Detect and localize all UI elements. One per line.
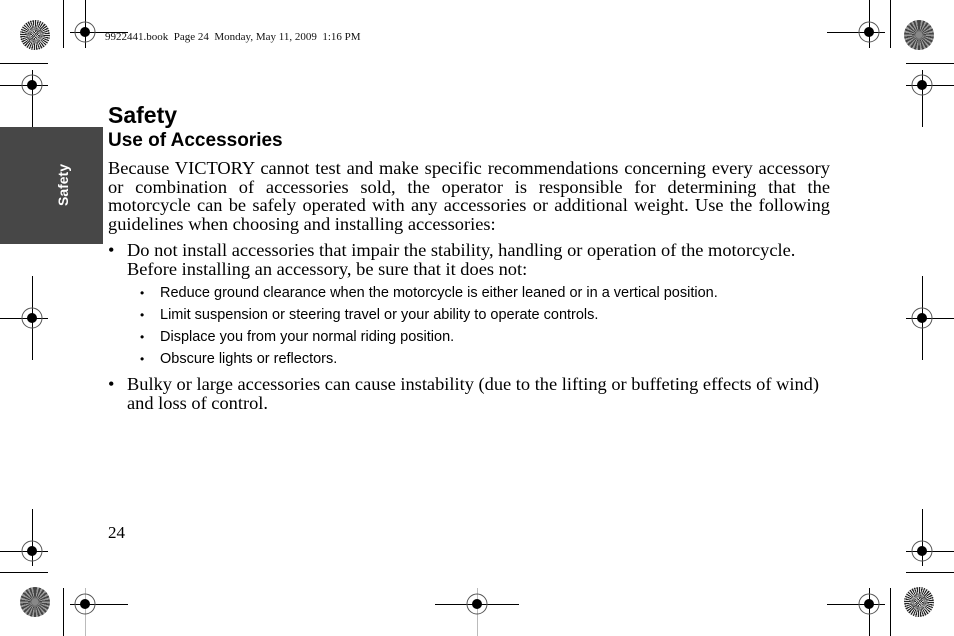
side-tab-label: Safety (55, 163, 71, 207)
list-item-text: Do not install accessories that impair the stability, handling or operation of the motorcycle. Before installing an accessory, be sure that it does not: (127, 240, 796, 279)
starburst-target-icon (904, 587, 934, 617)
bullet-marker: • (140, 308, 145, 322)
sub-list-item-text: Reduce ground clearance when the motorcycle is either leaned or in a vertical position. (160, 285, 718, 301)
bullet-marker: • (140, 352, 145, 366)
registration-mark-icon (19, 305, 45, 331)
crop-mark (63, 0, 64, 48)
registration-mark-icon (72, 591, 98, 617)
crop-mark (0, 572, 48, 573)
bullet-marker: • (140, 330, 145, 344)
guideline-list-continued (108, 375, 830, 412)
sub-list-item-text: Limit suspension or steering travel or your ability to operate controls. (160, 307, 599, 323)
list-item (108, 241, 830, 278)
bullet-marker: • (140, 286, 145, 300)
registration-mark-icon (19, 538, 45, 564)
registration-mark-icon (909, 538, 935, 564)
page-number: 24 (108, 523, 125, 542)
bullet-marker: • (108, 374, 115, 394)
registration-mark-icon (72, 19, 98, 45)
registration-mark-icon (856, 591, 882, 617)
crop-mark (890, 0, 891, 48)
crop-mark (906, 63, 954, 64)
section-title: Safety (108, 102, 178, 128)
registration-mark-icon (909, 72, 935, 98)
sub-list-item-text: Obscure lights or reflectors. (160, 351, 338, 367)
list-item (108, 375, 830, 412)
side-tab (0, 127, 103, 244)
registration-mark-icon (909, 305, 935, 331)
registration-mark-icon (464, 591, 490, 617)
cross-color-target-icon (20, 587, 50, 617)
registration-mark-icon (19, 72, 45, 98)
crop-mark (0, 63, 48, 64)
sub-list-item-text: Displace you from your normal riding position. (160, 329, 455, 345)
sub-guideline-list (140, 284, 718, 372)
crop-mark (906, 572, 954, 573)
print-info-header: 9922441.book Page 24 Monday, May 11, 2009 1:16 PM (105, 31, 361, 43)
guideline-list (108, 241, 830, 278)
cross-color-target-icon (904, 20, 934, 50)
sub-list-item (140, 306, 718, 328)
crop-mark (890, 588, 891, 636)
sub-list-item (140, 284, 718, 306)
crop-mark (63, 588, 64, 636)
registration-mark-icon (856, 19, 882, 45)
section-subtitle: Use of Accessories (108, 130, 283, 151)
sub-list-item (140, 328, 718, 350)
intro-paragraph: Because VICTORY cannot test and make specific recommendations concerning every accessory or combination of accessories sold, the operator is responsible for determining that the motorcycle can be safely operated with any accessories or additional weight. Use the following guidelines when choosing and installing accessories: (108, 158, 830, 234)
list-item-text: Bulky or large accessories can cause instability (due to the lifting or buffeting effects of wind) and loss of control. (127, 374, 820, 413)
sub-list-item (140, 350, 718, 372)
bullet-marker: • (108, 240, 115, 260)
starburst-target-icon (20, 20, 50, 50)
